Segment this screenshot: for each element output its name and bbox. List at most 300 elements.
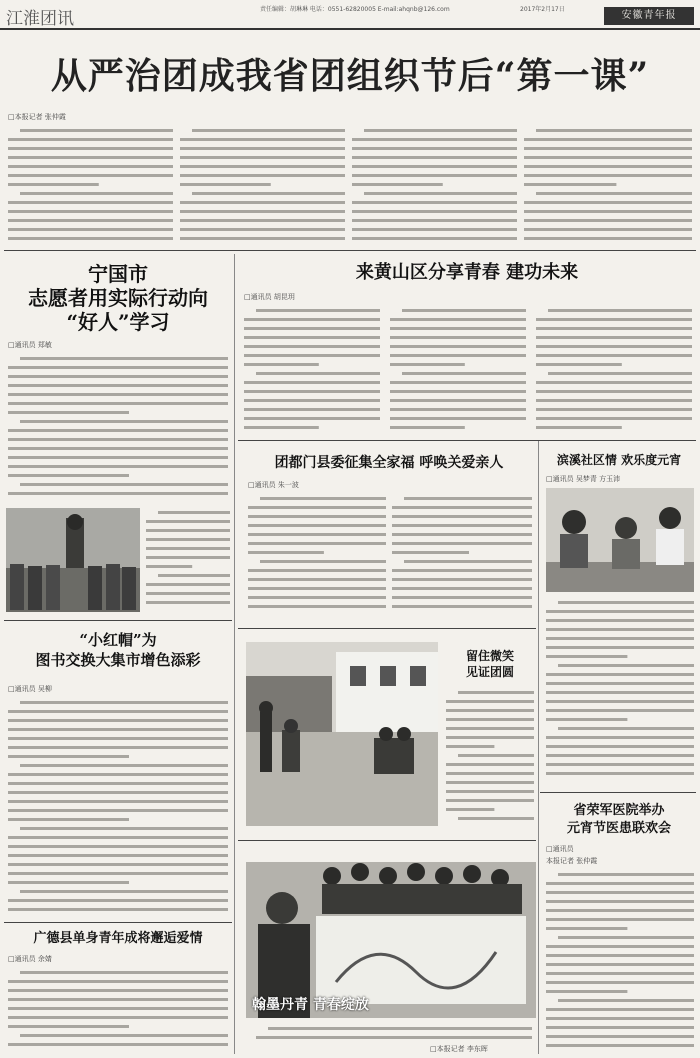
article-byline-veterans-hospital: □通讯员 (546, 845, 574, 853)
article-byline-volunteers: □通讯员 郑敏 (8, 341, 52, 349)
text-line (8, 998, 228, 1001)
column-divider-right (538, 440, 539, 1054)
article-body-smile (446, 688, 534, 826)
text-line (390, 363, 465, 366)
text-line (8, 228, 173, 231)
text-line (8, 465, 228, 468)
text-line (392, 596, 532, 599)
text-line (256, 372, 380, 375)
text-line (8, 1007, 228, 1010)
greeked-text-lines (352, 126, 517, 246)
text-line (8, 474, 129, 477)
title-line: 宁国市 (88, 262, 148, 286)
article-body-binxi (546, 598, 694, 782)
text-line (558, 664, 694, 667)
text-line (352, 174, 517, 177)
greeked-text-lines (392, 494, 532, 616)
text-line (8, 719, 228, 722)
text-line (392, 524, 532, 527)
article-byline-binxi: □通讯员 吴梦青 方玉沛 (546, 475, 621, 483)
article-title-volunteers (8, 262, 228, 334)
text-line (524, 183, 616, 186)
text-line (546, 927, 627, 930)
text-line (546, 972, 694, 975)
text-line (392, 569, 532, 572)
text-line (244, 417, 380, 420)
title-line: 元宵节医患联欢会 (566, 821, 671, 836)
text-line (180, 156, 345, 159)
article-byline-guangde: □通讯员 余婧 (8, 955, 52, 963)
text-line (548, 372, 692, 375)
article-body-huangshan-col-2 (390, 306, 526, 434)
text-line (8, 456, 228, 459)
text-line (8, 393, 228, 396)
greeked-text-lines (524, 126, 692, 246)
text-line (536, 318, 692, 321)
text-line (524, 147, 692, 150)
text-line (244, 363, 319, 366)
text-line (524, 210, 692, 213)
text-line (8, 429, 228, 432)
article-body-family-photo-col-1 (248, 494, 386, 616)
text-line (20, 192, 173, 195)
text-line (546, 1035, 694, 1038)
text-line (248, 596, 386, 599)
photo-overlay-title: 翰墨丹青 青春绽放 (252, 997, 369, 1013)
article-body-volunteers (8, 354, 228, 504)
text-line (244, 426, 319, 429)
text-line (546, 882, 694, 885)
text-line (8, 773, 228, 776)
text-line (180, 138, 345, 141)
editor-contact-info: 责任编辑：胡琳琳 电话：0551-62820005 E-mail:ahqnb@126.com (260, 6, 450, 13)
text-line (446, 763, 534, 766)
text-line (546, 637, 694, 640)
section-name: 江淮团讯 (6, 9, 74, 29)
text-line (8, 366, 228, 369)
text-line (364, 192, 517, 195)
text-line (402, 372, 526, 375)
text-line (548, 309, 692, 312)
article-body-guangde (8, 968, 228, 1052)
text-line (390, 390, 526, 393)
text-line (558, 873, 694, 876)
text-line (390, 318, 526, 321)
text-line (546, 709, 694, 712)
text-line (268, 1027, 532, 1030)
text-line (8, 791, 228, 794)
text-line (446, 781, 534, 784)
greeked-text-lines (546, 870, 694, 1052)
text-line (248, 515, 386, 518)
text-line (392, 542, 532, 545)
greeked-text-lines (8, 968, 228, 1052)
text-line (180, 165, 345, 168)
text-line (8, 156, 173, 159)
text-line (458, 691, 534, 694)
text-line (192, 129, 345, 132)
text-line (8, 1025, 129, 1028)
text-line (558, 999, 694, 1002)
text-line (244, 327, 380, 330)
text-line (180, 147, 345, 150)
text-line (392, 515, 532, 518)
title-line: 图书交换大集市增色添彩 (35, 651, 201, 669)
text-line (180, 183, 271, 186)
text-line (536, 417, 692, 420)
text-line (546, 619, 694, 622)
title-line: “小红帽”为 (79, 631, 157, 649)
article-body-huangshan-col-1 (244, 306, 380, 434)
text-line (8, 210, 173, 213)
text-line (524, 237, 692, 240)
text-line (352, 228, 517, 231)
issue-date: 2017年2月17日 (520, 6, 565, 13)
text-line (546, 900, 694, 903)
section-divider (4, 250, 696, 251)
text-line (8, 710, 228, 713)
text-line (248, 587, 386, 590)
text-line (392, 551, 469, 554)
text-line (8, 980, 228, 983)
greeked-text-lines (248, 494, 386, 616)
text-line (364, 129, 517, 132)
lead-body-col-3 (352, 126, 517, 246)
text-line (8, 219, 173, 222)
text-line (248, 569, 386, 572)
text-line (536, 381, 692, 384)
article-body-veterans-hospital (546, 870, 694, 1052)
text-line (536, 408, 692, 411)
text-line (546, 682, 694, 685)
text-line (8, 1043, 228, 1046)
text-line (8, 854, 228, 857)
text-line (352, 147, 517, 150)
text-line (446, 808, 494, 811)
text-line (546, 700, 694, 703)
column-divider-left (234, 254, 235, 1054)
text-line (536, 363, 622, 366)
text-line (446, 718, 534, 721)
text-line (8, 147, 173, 150)
text-line (546, 945, 694, 948)
text-line (352, 183, 443, 186)
text-line (524, 165, 692, 168)
greeked-text-lines (8, 126, 173, 246)
text-line (8, 183, 99, 186)
text-line (536, 399, 692, 402)
text-line (8, 800, 228, 803)
text-line (546, 610, 694, 613)
title-line: 见证团圆 (465, 665, 514, 679)
article-title-guangde: 广德县单身青年成将邂逅爱情 (33, 931, 203, 946)
text-line (20, 701, 228, 704)
text-line (256, 1036, 532, 1039)
text-line (8, 384, 228, 387)
text-line (146, 538, 230, 541)
text-line (536, 192, 692, 195)
text-line (524, 174, 692, 177)
text-line (536, 354, 692, 357)
text-line (404, 560, 532, 563)
greeked-text-lines (180, 126, 345, 246)
lead-byline: □本报记者 张仲霞 (8, 113, 66, 121)
text-line (8, 447, 228, 450)
article-title-family-photo: 团都门县委征集全家福 呼唤关爱亲人 (274, 455, 504, 471)
text-line (352, 165, 517, 168)
text-line (146, 583, 230, 586)
text-line (536, 345, 692, 348)
text-line (390, 354, 526, 357)
text-line (392, 506, 532, 509)
text-line (536, 426, 622, 429)
article-divider (4, 620, 232, 621)
article-byline-family-photo: □通讯员 朱一波 (248, 481, 299, 489)
text-line (8, 438, 228, 441)
greeked-text-lines (446, 688, 534, 826)
photo-caption-calligraphy (256, 1024, 532, 1042)
title-line: 留住微笑 (465, 649, 514, 663)
text-line (146, 520, 230, 523)
text-line (244, 399, 380, 402)
lead-body-col-4 (524, 126, 692, 246)
text-line (536, 336, 692, 339)
text-line (248, 506, 386, 509)
text-line (8, 872, 228, 875)
text-line (8, 908, 228, 911)
text-line (546, 963, 694, 966)
greeked-text-lines (390, 306, 526, 434)
text-line (536, 327, 692, 330)
text-line (558, 727, 694, 730)
text-line (158, 511, 230, 514)
text-line (446, 736, 534, 739)
text-line (20, 129, 173, 132)
text-line (248, 524, 386, 527)
text-line (8, 165, 173, 168)
text-line (524, 219, 692, 222)
text-line (8, 174, 173, 177)
article-title-huangshan: 来黄山区分享青春 建功未来 (355, 262, 579, 283)
text-line (8, 836, 228, 839)
text-line (146, 601, 230, 604)
text-line (244, 354, 380, 357)
text-line (180, 201, 345, 204)
text-line (402, 309, 526, 312)
text-line (546, 981, 694, 984)
text-line (524, 138, 692, 141)
text-line (390, 426, 465, 429)
text-line (536, 129, 692, 132)
text-line (546, 646, 694, 649)
article-byline-huangshan: □通讯员 胡昆玥 (244, 293, 295, 301)
text-line (180, 237, 345, 240)
article-body-red-cap (8, 698, 228, 916)
greeked-text-lines (546, 598, 694, 782)
text-line (8, 1016, 228, 1019)
text-line (446, 790, 534, 793)
text-line (546, 954, 694, 957)
text-line (558, 936, 694, 939)
text-line (244, 318, 380, 321)
text-line (524, 156, 692, 159)
text-line (546, 1008, 694, 1011)
text-line (546, 718, 627, 721)
photo-lantern-festival-children (546, 488, 694, 592)
greeked-text-lines (536, 306, 692, 434)
text-line (446, 700, 534, 703)
text-line (458, 754, 534, 757)
text-line (244, 345, 380, 348)
text-line (20, 827, 228, 830)
text-line (8, 492, 228, 495)
text-line (8, 402, 228, 405)
text-line (390, 408, 526, 411)
article-title-binxi: 滨溪社区情 欢乐度元宵 (556, 453, 682, 467)
text-line (8, 201, 173, 204)
text-line (256, 309, 380, 312)
text-line (20, 1034, 228, 1037)
article-title-red-cap (8, 630, 228, 670)
text-line (546, 909, 694, 912)
text-line (546, 1017, 694, 1020)
text-line (392, 533, 532, 536)
greeked-text-lines (8, 698, 228, 916)
text-line (8, 375, 228, 378)
text-line (146, 529, 230, 532)
text-line (524, 201, 692, 204)
text-line (352, 210, 517, 213)
masthead (0, 0, 700, 30)
text-line (446, 799, 534, 802)
text-line (20, 483, 228, 486)
text-line (180, 210, 345, 213)
text-line (524, 228, 692, 231)
text-line (558, 601, 694, 604)
text-line (146, 547, 230, 550)
article-title-veterans-hospital (544, 802, 694, 838)
newspaper-logo: 安徽青年报 (604, 7, 694, 25)
article-divider (540, 792, 696, 793)
text-line (390, 399, 526, 402)
text-line (546, 918, 694, 921)
text-line (158, 574, 230, 577)
text-line (446, 772, 534, 775)
text-line (404, 497, 532, 500)
text-line (8, 881, 129, 884)
text-line (546, 745, 694, 748)
article-body-volunteers-cont (146, 508, 230, 612)
text-line (392, 587, 532, 590)
greeked-text-lines (8, 354, 228, 504)
text-line (244, 390, 380, 393)
text-line (8, 755, 129, 758)
text-line (8, 863, 228, 866)
lead-headline: 从严治团成我省团组织节后“第一课” (50, 55, 650, 97)
text-line (146, 592, 230, 595)
text-line (8, 818, 129, 821)
photo-volunteers-statue (6, 508, 140, 612)
article-divider (238, 440, 696, 441)
text-line (546, 1044, 694, 1047)
text-line (146, 565, 192, 568)
text-line (390, 336, 526, 339)
text-line (8, 746, 228, 749)
text-line (546, 673, 694, 676)
article-divider (4, 922, 232, 923)
text-line (546, 990, 627, 993)
text-line (192, 192, 345, 195)
text-line (8, 237, 173, 240)
text-line (8, 138, 173, 141)
text-line (248, 551, 324, 554)
text-line (8, 782, 228, 785)
text-line (180, 174, 345, 177)
lead-body-col-2 (180, 126, 345, 246)
text-line (458, 817, 534, 820)
text-line (390, 327, 526, 330)
text-line (8, 989, 228, 992)
text-line (390, 345, 526, 348)
text-line (20, 971, 228, 974)
article-body-family-photo-col-2 (392, 494, 532, 616)
text-line (8, 845, 228, 848)
text-line (546, 1026, 694, 1029)
text-line (546, 891, 694, 894)
text-line (244, 336, 380, 339)
text-line (546, 628, 694, 631)
article-divider (238, 840, 536, 841)
text-line (446, 727, 534, 730)
text-line (8, 411, 129, 414)
text-line (446, 709, 534, 712)
text-line (546, 754, 694, 757)
lead-body-col-1 (8, 126, 173, 246)
article-title-smile (446, 648, 534, 680)
greeked-text-lines (146, 508, 230, 612)
text-line (546, 655, 627, 658)
text-line (8, 728, 228, 731)
text-line (248, 605, 386, 608)
text-line (260, 497, 386, 500)
photo-byline-calligraphy: □本报记者 李东晖 (430, 1045, 488, 1053)
text-line (20, 890, 228, 893)
text-line (446, 745, 494, 748)
text-line (390, 381, 526, 384)
greeked-text-lines (244, 306, 380, 434)
text-line (248, 542, 386, 545)
text-line (20, 420, 228, 423)
greeked-text-lines (256, 1024, 532, 1042)
text-line (352, 138, 517, 141)
text-line (244, 408, 380, 411)
text-line (248, 578, 386, 581)
text-line (392, 605, 532, 608)
text-line (146, 556, 230, 559)
text-line (8, 899, 228, 902)
article-divider (238, 628, 536, 629)
text-line (546, 736, 694, 739)
title-line: “好人”学习 (66, 310, 170, 334)
title-line: 省荣军医院举办 (573, 803, 665, 818)
article-body-huangshan-col-3 (536, 306, 692, 434)
article-byline-red-cap: □通讯员 吴柳 (8, 685, 52, 693)
text-line (8, 809, 228, 812)
text-line (546, 763, 694, 766)
photo-family-portrait-shoot (246, 642, 438, 826)
text-line (352, 219, 517, 222)
text-line (546, 772, 694, 775)
